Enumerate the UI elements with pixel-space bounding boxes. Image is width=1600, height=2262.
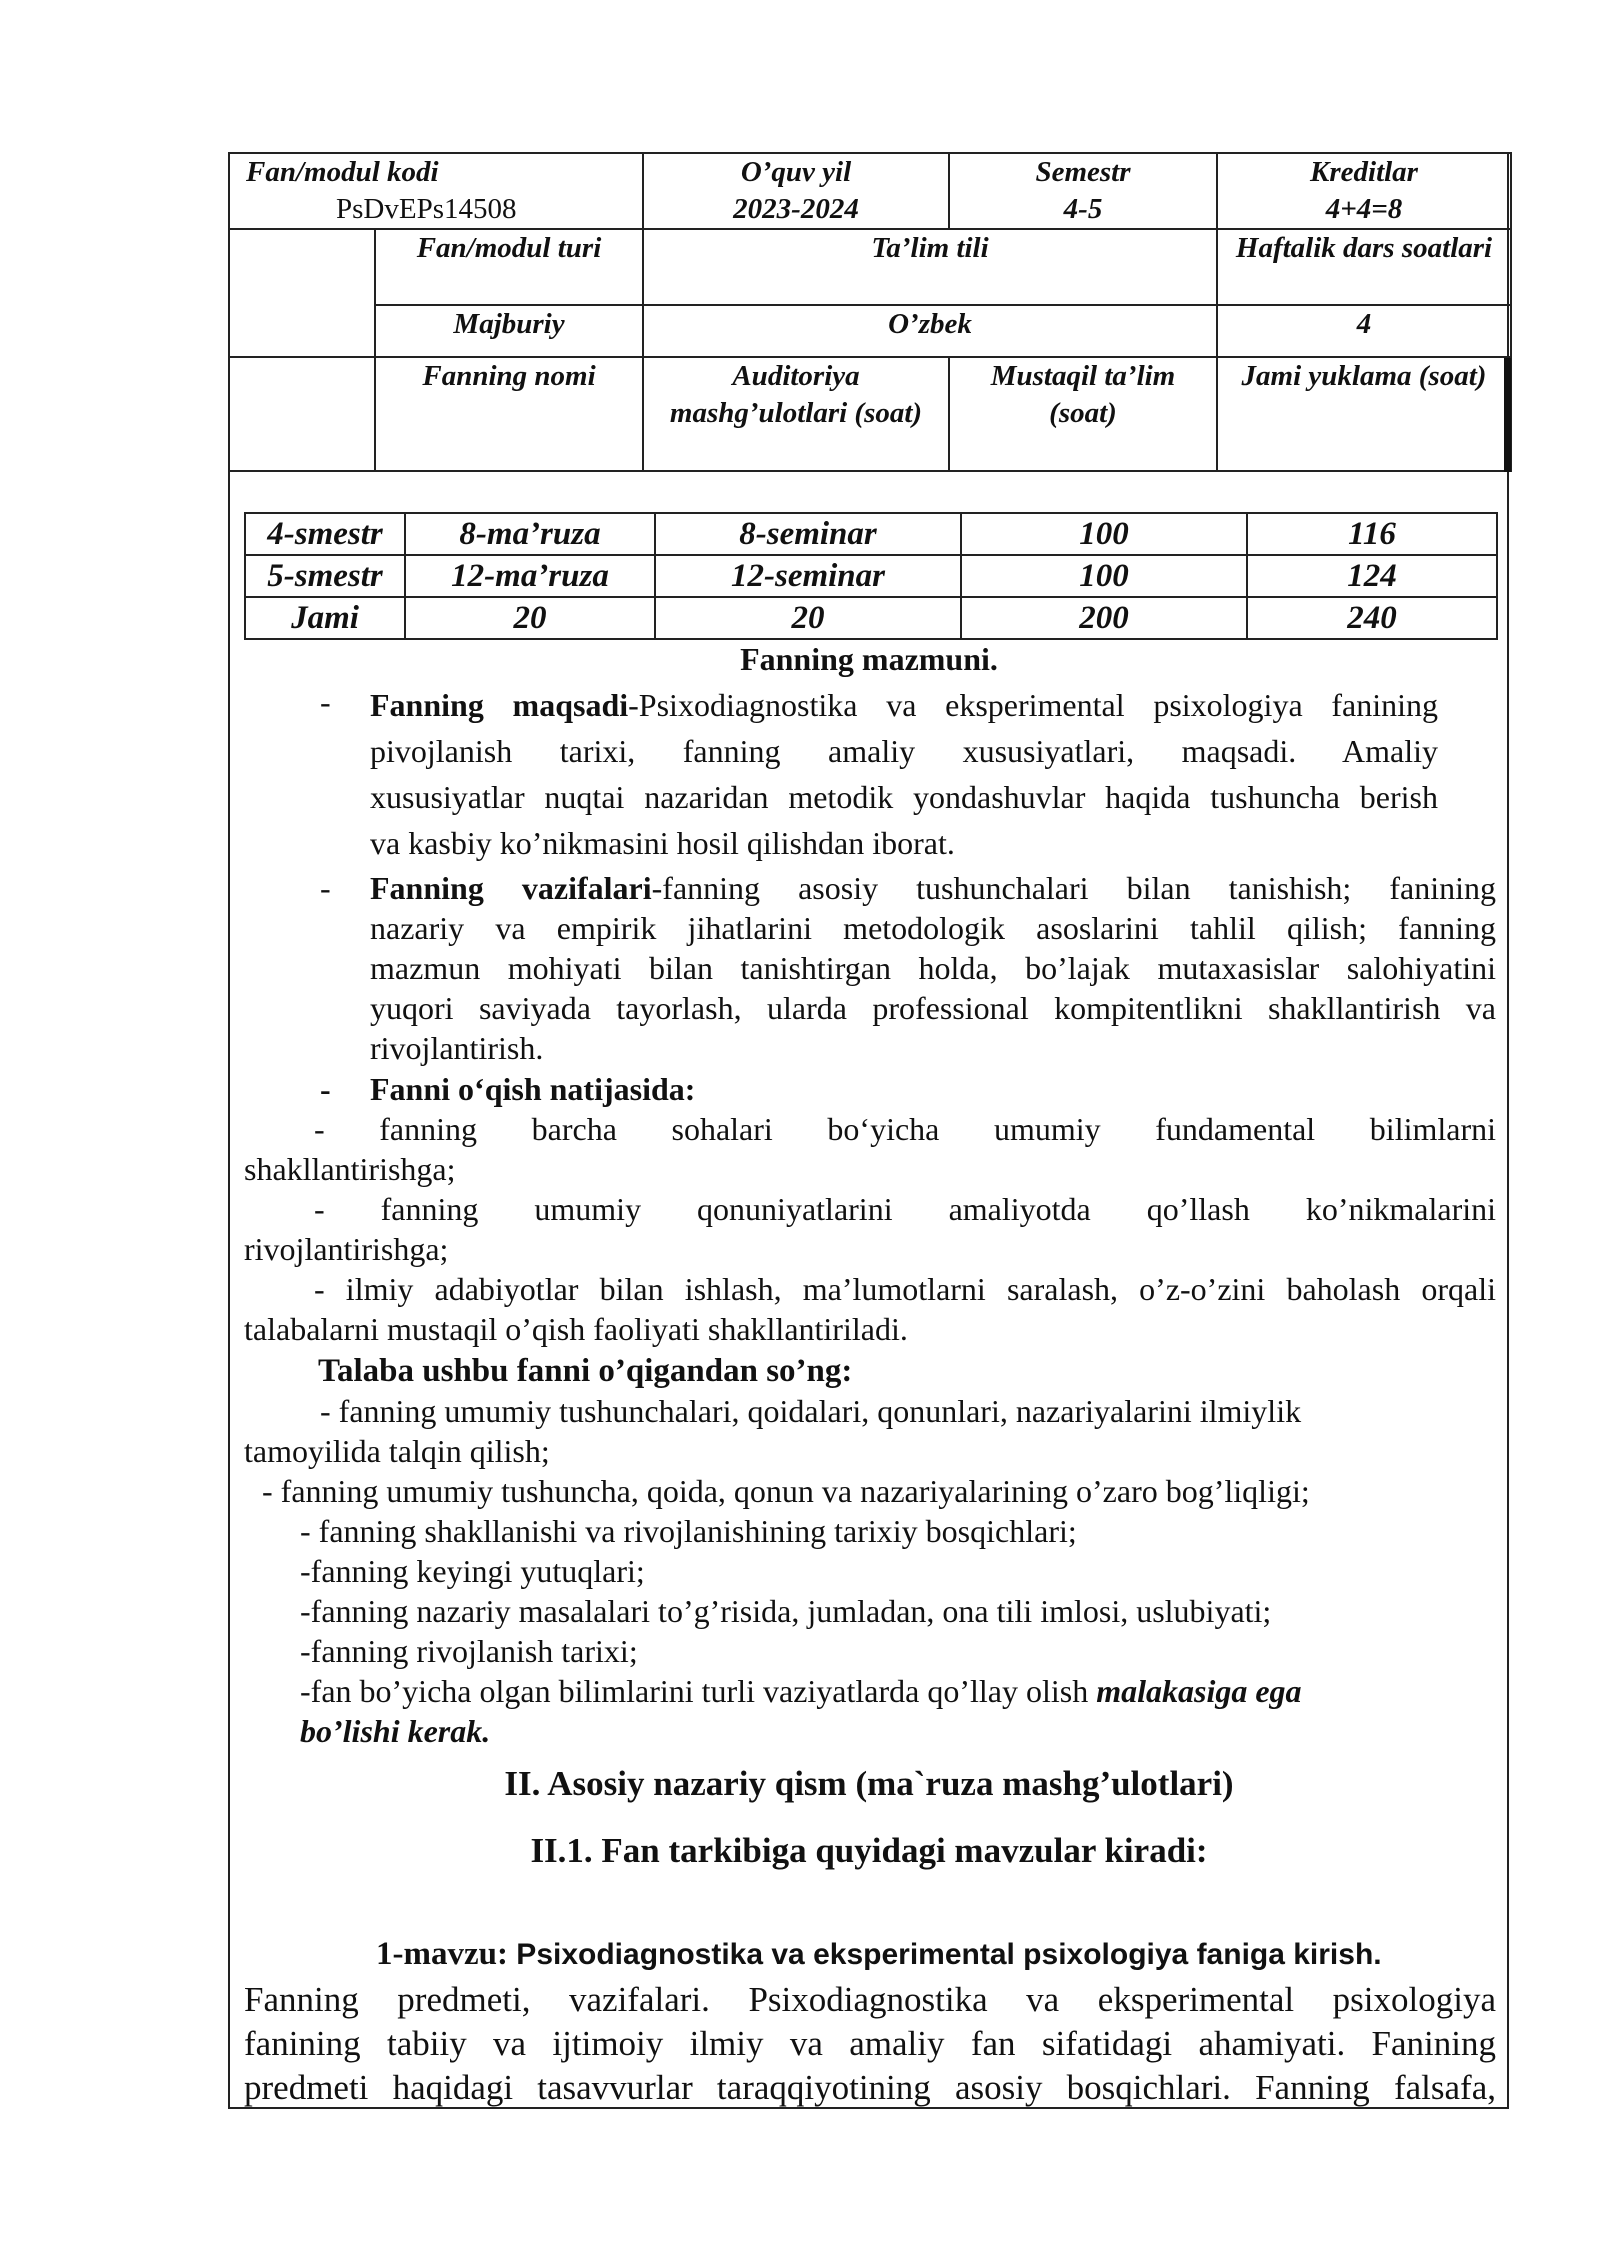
bullet-dash: - <box>320 1071 331 1107</box>
outcome-line: -fanning keyingi yutuqlari; <box>300 1553 645 1589</box>
topic-description <box>244 1978 1496 2110</box>
outcome-line: - fanning umumiy tushuncha, qoida, qonun va nazariyalarining o’zaro bog’liqligi; <box>262 1473 1310 1509</box>
outcome-line: -fan bo’yicha olgan bilimlarini turli vaziyatlarda qo’llay olish <box>300 1673 1097 1709</box>
outcome-emphasis: malakasiga ega <box>1096 1673 1302 1709</box>
content-heading: Fanning mazmuni. <box>740 641 998 677</box>
student-outcomes-heading: Talaba ushbu fanni o’qigandan so’ng: <box>318 1353 853 1389</box>
tasks-label: Fanning vazifalari <box>370 870 652 906</box>
course-code-label: Fan/modul kodi <box>246 156 439 188</box>
table-edge-bar <box>1504 358 1511 472</box>
course-code-value: PsDvEPs14508 <box>336 193 517 225</box>
goal-line: -Psixodiagnostika va eksperimental psixologiya fanining <box>628 687 1438 723</box>
results-line: shakllantirishga; <box>244 1151 456 1187</box>
outcome-line: -fanning rivojlanish tarixi; <box>300 1633 638 1669</box>
topic-name: Psixodiagnostika va eksperimental psixologiya faniga kirish. <box>507 1938 1382 1971</box>
table-cell: 124 <box>1247 555 1497 597</box>
empty-cell <box>229 229 375 357</box>
type-label: Fan/modul turi <box>375 229 643 305</box>
goal-line: pivojlanish tarixi, fanning amaliy xususiyatlari, maqsadi. Amaliy <box>370 733 1438 769</box>
subsection-title: II.1. Fan tarkibiga quyidagi mavzular kiradi: <box>530 1831 1208 1870</box>
table-cell: 100 <box>961 555 1247 597</box>
tasks-line: yuqori saviyada tayorlash, ularda professional kompitentlikni shakllantirish va <box>370 990 1496 1026</box>
outcome-line: -fanning nazariy masalalari to’g’risida, jumladan, ona tili imlosi, uslubiyati; <box>300 1593 1272 1629</box>
goal-label: Fanning maqsadi <box>370 687 629 723</box>
weekly-hours-value: 4 <box>1217 305 1511 357</box>
table-cell: 200 <box>961 597 1247 639</box>
topic-line: fanining tabiiy va ijtimoiy ilmiy va amaliy fan sifatidagi ahamiyati. Fanining <box>244 2024 1496 2063</box>
bullet-dash: - <box>320 684 331 720</box>
tasks-paragraph <box>370 868 1496 1068</box>
table-row <box>245 513 1497 555</box>
semester-value: 4-5 <box>1063 193 1103 225</box>
outcome-line: - fanning shakllanishi va rivojlanishining tarixiy bosqichlari; <box>300 1513 1077 1549</box>
language-value: O’zbek <box>643 305 1217 357</box>
results-line: - ilmiy adabiyotlar bilan ishlash, ma’lumotlarni saralash, o’z-o’zini baholash orqali <box>314 1271 1496 1307</box>
outcome-line: tamoyilida talqin qilish; <box>244 1433 550 1469</box>
credits-cell <box>1217 153 1511 229</box>
table-cell: 240 <box>1247 597 1497 639</box>
outcome-line: - fanning umumiy tushunchalari, qoidalari, qonunlari, nazariyalarini ilmiylik <box>320 1393 1302 1429</box>
results-label: Fanni o‘qish natijasida: <box>370 1071 696 1107</box>
semester-label: Semestr <box>1035 156 1131 188</box>
bullet-dash: - <box>320 870 331 906</box>
hours-table <box>244 512 1498 640</box>
outcome-emphasis: bo’lishi kerak. <box>300 1713 491 1749</box>
credits-label: Kreditlar <box>1310 156 1418 188</box>
results-line: rivojlantirishga; <box>244 1231 449 1267</box>
goal-line: xususiyatlar nuqtai nazaridan metodik yondashuvlar haqida tushuncha berish <box>370 779 1438 815</box>
table-cell: 8-seminar <box>655 513 961 555</box>
course-info-table <box>228 152 1512 472</box>
results-line: talabalarni mustaqil o’qish faoliyati shakllantiriladi. <box>244 1311 908 1347</box>
goal-paragraph <box>370 682 1438 866</box>
tasks-line: mazmun mohiyati bilan tanishtirgan holda, bo’lajak mutaxasislar salohiyatini <box>370 950 1496 986</box>
table-cell: 20 <box>405 597 655 639</box>
semester-cell <box>949 153 1217 229</box>
type-value: Majburiy <box>375 305 643 357</box>
table-cell: 20 <box>655 597 961 639</box>
student-outcomes-list <box>244 1391 1496 1751</box>
table-cell: 12-ma’ruza <box>405 555 655 597</box>
table-cell: 116 <box>1247 513 1497 555</box>
topic-title <box>376 1934 1382 1975</box>
table-row <box>245 555 1497 597</box>
year-label: O’quv yil <box>740 156 852 188</box>
empty-cell <box>229 357 375 471</box>
tasks-line: -fanning asosiy tushunchalari bilan tanishish; fanining <box>651 870 1497 906</box>
results-line: - fanning barcha sohalari bo‘yicha umumiy fundamental bilimlarni <box>314 1111 1496 1147</box>
table-cell: 12-seminar <box>655 555 961 597</box>
results-list <box>244 1109 1496 1349</box>
auditorium-hours-label: Auditoriya mashg’ulotlari (soat) <box>643 357 949 471</box>
results-line: - fanning umumiy qonuniyatlarini amaliyotda qo’llash ko’nikmalarini <box>314 1191 1496 1227</box>
year-value: 2023-2024 <box>733 193 859 225</box>
table-cell: 100 <box>961 513 1247 555</box>
tasks-line: rivojlantirish. <box>370 1030 544 1066</box>
language-label: Ta’lim tili <box>643 229 1217 305</box>
subject-name-label: Fanning nomi <box>375 357 643 471</box>
goal-line: va kasbiy ko’nikmasini hosil qilishdan iborat. <box>370 825 955 861</box>
topic-line: predmeti haqidagi tasavvurlar taraqqiyotining asosiy bosqichlari. Fanning falsafa, <box>244 2068 1496 2107</box>
topic-line: Fanning predmeti, vazifalari. Psixodiagnostika va eksperimental psixologiya <box>244 1980 1496 2019</box>
independent-study-label: Mustaqil ta’lim (soat) <box>949 357 1217 471</box>
table-cell: 8-ma’ruza <box>405 513 655 555</box>
section-title: II. Asosiy nazariy qism (ma`ruza mashg’ulotlari) <box>504 1764 1234 1803</box>
table-row <box>245 597 1497 639</box>
weekly-hours-label: Haftalik dars soatlari <box>1217 229 1511 305</box>
credits-value: 4+4=8 <box>1325 193 1403 225</box>
table-cell: Jami <box>245 597 405 639</box>
tasks-line: nazariy va empirik jihatlarini metodologik asoslarini tahlil qilish; fanning <box>370 910 1496 946</box>
topic-label: 1-mavzu: <box>376 1936 508 1972</box>
year-cell <box>643 153 949 229</box>
course-code-cell <box>229 153 643 229</box>
table-cell: 5-smestr <box>245 555 405 597</box>
table-cell: 4-smestr <box>245 513 405 555</box>
total-load-label: Jami yuklama (soat) <box>1217 357 1511 471</box>
